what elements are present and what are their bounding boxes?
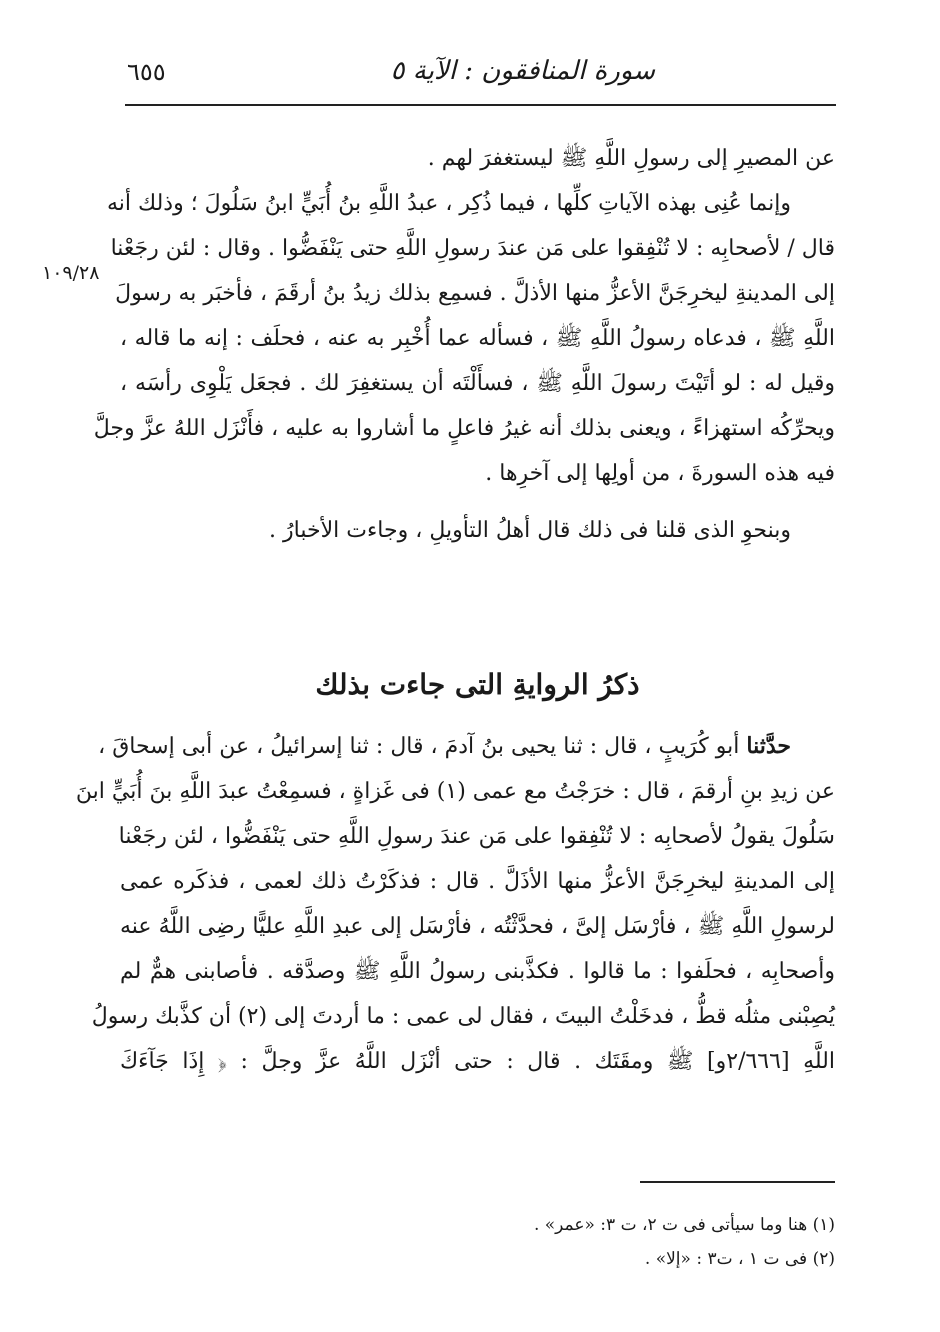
body-line: ويحرِّكُه استهزاءً ، ويعنى بذلك أنه غيرُ فاعلٍ ما أشاروا به عليه ، فأَنْزَل اللهُ عزَّ وجلَّ xyxy=(93,416,835,441)
narration-line: لرسولِ اللَّهِ ﷺ ، فأرْسَل إلىَّ ، فحدَّثْتُه ، فأرْسَل إلى عبدِ اللَّهِ عليًّا رضِى اللَّهُ عنه xyxy=(120,914,835,939)
body-line: اللَّهِ ﷺ ، فدعاه رسولُ اللَّهِ ﷺ ، فسأله عما أُخْبِر به عنه ، فحلَف : إنه ما قاله ، xyxy=(120,326,835,351)
body-line: إلى المدينةِ ليخرِجَنَّ الأعزُّ منها الأذلَّ . فسمِع بذلك زيدُ بنُ أرقَمَ ، فأخبَر به رسولَ xyxy=(115,281,835,306)
narration-line-rest: أبو كُرَيبٍ ، قال : ثنا يحيى بنُ آدمَ ، قال : ثنا إسرائيلُ ، عن أبى إسحاقَ ، xyxy=(98,734,747,759)
page-header xyxy=(125,50,835,100)
body-line: وإنما عُنِى بهذه الآياتِ كلِّها ، فيما ذُكِر ، عبدُ اللَّهِ بنُ أُبَيٍّ ابنُ سَلُولَ ؛ وذلك أنه xyxy=(107,191,791,216)
narration-line: سَلُولَ يقولُ لأصحابِه : لا تُنْفِقوا على مَن عندَ رسولِ اللَّهِ حتى يَنْفَضُّوا ، لئن رجَعْنا xyxy=(118,824,835,849)
narration-line: يُصِبْنى مثلُه قطُّ ، فدخَلْتُ البيتَ ، فقال لى عمى : ما أردتَ إلى (٢) أن كذَّبك رسولُ xyxy=(91,1004,835,1029)
body-text xyxy=(93,136,835,553)
footnote: (٢) فى ت ١ ، ت٣ : «إلا» . xyxy=(644,1249,835,1269)
footnote: (١) هنا وما سيأتى فى ت ٢، ت ٣: «عمر» . xyxy=(533,1215,835,1235)
header-rule xyxy=(125,104,836,106)
footnote-rule xyxy=(640,1181,835,1183)
body-line: فيه هذه السورةَ ، من أولِها إلى آخرِها . xyxy=(485,461,835,486)
body-line: قال / لأصحابِه : لا تُنْفِقوا على مَن عندَ رسولِ اللَّهِ حتى يَنْفَضُّوا . وقال : لئن رجَعْنا xyxy=(110,236,835,261)
body-line: وبنحوِ الذى قلنا فى ذلك قال أهلُ التأويلِ ، وجاءت الأخبارُ . xyxy=(269,518,791,543)
section-heading: ذكرُ الروايةِ التى جاءت بذلك xyxy=(315,668,640,701)
body-line: وقيل له : لو أتَيْتَ رسولَ اللَّهِ ﷺ ، فسأَلْتَه أن يستغفِرَ لك . فجعَل يَلْوِى رأسَه ، xyxy=(120,371,835,396)
narration-line xyxy=(98,724,835,769)
narration-line: إلى المدينةِ ليخرِجَنَّ الأعزُّ منها الأذَلَّ . قال : فذكَرْتُ ذلك لعمى ، فذكَره عمى xyxy=(120,869,835,894)
narration-lead-word: حدَّثنا xyxy=(746,733,791,759)
page-number: ٦٥٥ xyxy=(127,58,166,86)
body-line: عن المصيرِ إلى رسولِ اللَّهِ ﷺ ليستغفرَ لهم . xyxy=(427,146,835,171)
narration-line: عن زيدِ بنِ أرقمَ ، قال : خرَجْتُ مع عمى (١) فى غَزاةٍ ، فسمِعْتُ عبدَ اللَّهِ بنَ أُبَيٍّ ابنَ xyxy=(75,779,835,804)
narration-line: وأصحابِه ، فحلَفوا : ما قالوا . فكذَّبنى رسولُ اللَّهِ ﷺ وصدَّقه . فأصابنى همٌّ لم xyxy=(120,959,835,984)
narration-text xyxy=(75,724,835,1084)
narration-line: اللَّهِ [٢/٦٦٦و] ﷺ ومقَتَك . قال : حتى أنْزَل اللَّهُ عزَّ وجلَّ : ﴿ إِذَا جَآءَكَ xyxy=(120,1049,835,1074)
footnotes xyxy=(120,1208,835,1276)
margin-reference: ١٠٩/٢٨ xyxy=(42,262,100,284)
running-title: سورة المنافقون : الآية ٥ xyxy=(390,56,655,86)
